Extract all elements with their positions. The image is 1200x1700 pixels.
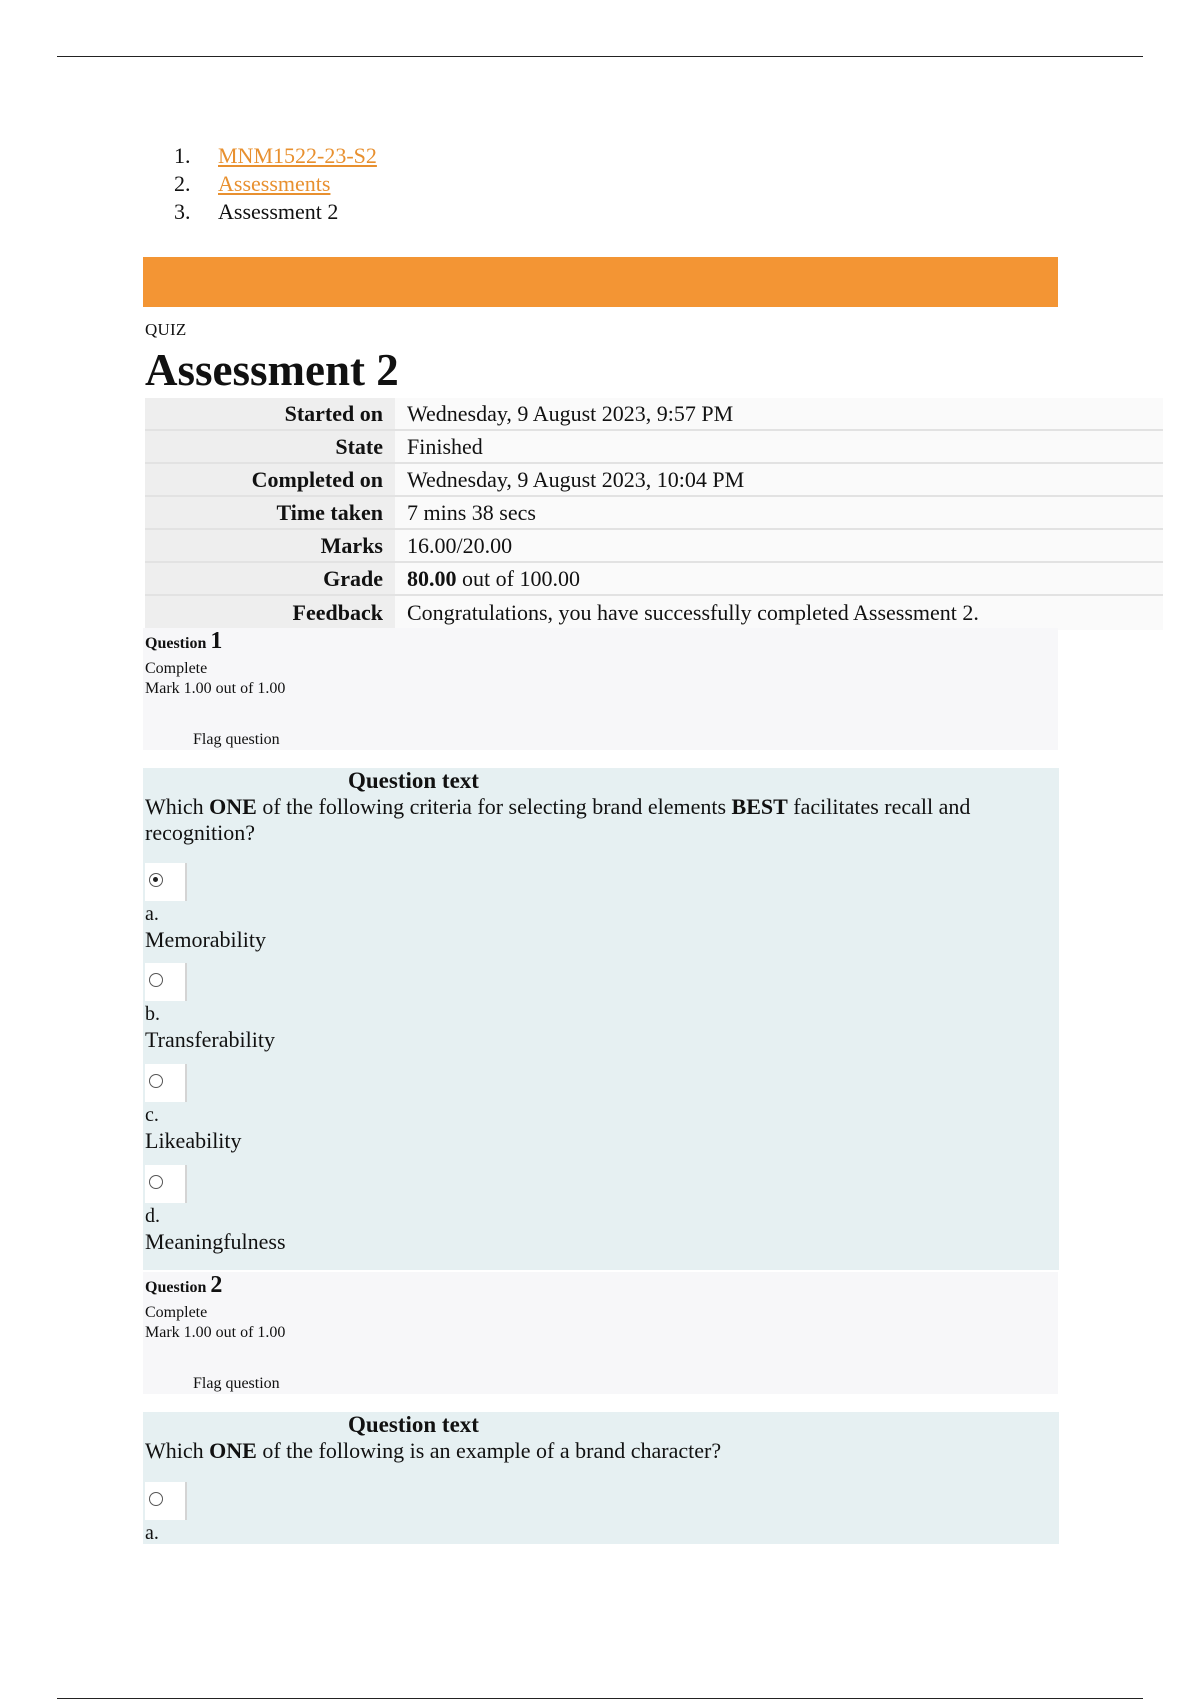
- radio-icon[interactable]: [149, 1074, 163, 1088]
- question-2-content: [143, 1412, 1059, 1544]
- radio-icon[interactable]: [149, 1175, 163, 1189]
- summary-row-feedback: Feedback Congratulations, you have successfully completed Assessment 2.: [145, 595, 1163, 630]
- flag-question-link[interactable]: Flag question: [193, 1375, 280, 1392]
- answer-option-a[interactable]: a.: [145, 1482, 445, 1544]
- summary-row-completed: Completed on Wednesday, 9 August 2023, 10:04 PM: [145, 463, 1163, 496]
- question-2-info: [143, 1272, 1058, 1394]
- page-bottom-rule: [57, 1698, 1143, 1699]
- question-number: Question 2: [145, 1272, 223, 1298]
- breadcrumb-item: 2. Assessments: [174, 171, 331, 196]
- question-mark: Mark 1.00 out of 1.00: [145, 680, 286, 697]
- question-mark: Mark 1.00 out of 1.00: [145, 1324, 286, 1341]
- breadcrumb-link-course[interactable]: MNM1522-23-S2: [218, 143, 377, 168]
- answer-option-d[interactable]: d. Meaningfulness: [145, 1165, 445, 1259]
- question-text-heading: Question text: [348, 1412, 479, 1437]
- question-1-content: [143, 768, 1059, 1270]
- question-1-info: [143, 628, 1058, 750]
- breadcrumb: [174, 142, 377, 226]
- breadcrumb-item: 3. Assessment 2: [174, 199, 339, 224]
- answer-option-a[interactable]: a. Memorability: [145, 863, 445, 957]
- breadcrumb-item: 1. MNM1522-23-S2: [174, 143, 377, 168]
- question-text-heading: Question text: [348, 768, 479, 793]
- question-state: Complete: [145, 660, 208, 677]
- page-top-rule: [57, 56, 1143, 57]
- breadcrumb-current: Assessment 2: [218, 199, 339, 224]
- question-number: Question 1: [145, 628, 223, 654]
- summary-row-marks: Marks 16.00/20.00: [145, 529, 1163, 562]
- summary-row-grade: Grade 80.00 out of 100.00: [145, 562, 1163, 595]
- question-text: Which ONE of the following criteria for selecting brand elements BEST facilitates recall and recognition?: [145, 794, 971, 845]
- header-banner: [143, 257, 1058, 307]
- summary-row-time-taken: Time taken 7 mins 38 secs: [145, 496, 1163, 529]
- activity-type-label: QUIZ: [145, 320, 187, 339]
- summary-row-started: Started on Wednesday, 9 August 2023, 9:57 PM: [145, 398, 1163, 430]
- radio-icon[interactable]: [149, 1492, 163, 1506]
- attempt-summary-table: [145, 398, 1163, 630]
- page-title: Assessment 2: [145, 345, 399, 395]
- flag-question-link[interactable]: Flag question: [193, 731, 280, 748]
- question-text: Which ONE of the following is an example of a brand character?: [145, 1438, 722, 1463]
- answer-option-c[interactable]: c. Likeability: [145, 1064, 445, 1158]
- radio-selected-icon[interactable]: [149, 873, 163, 887]
- grade-out-of: out of 100.00: [456, 565, 580, 591]
- breadcrumb-link-assessments[interactable]: Assessments: [218, 171, 331, 196]
- question-state: Complete: [145, 1304, 208, 1321]
- answer-option-b[interactable]: b. Transferability: [145, 963, 445, 1057]
- grade-value: 80.00: [407, 565, 457, 591]
- radio-icon[interactable]: [149, 973, 163, 987]
- summary-row-state: State Finished: [145, 430, 1163, 463]
